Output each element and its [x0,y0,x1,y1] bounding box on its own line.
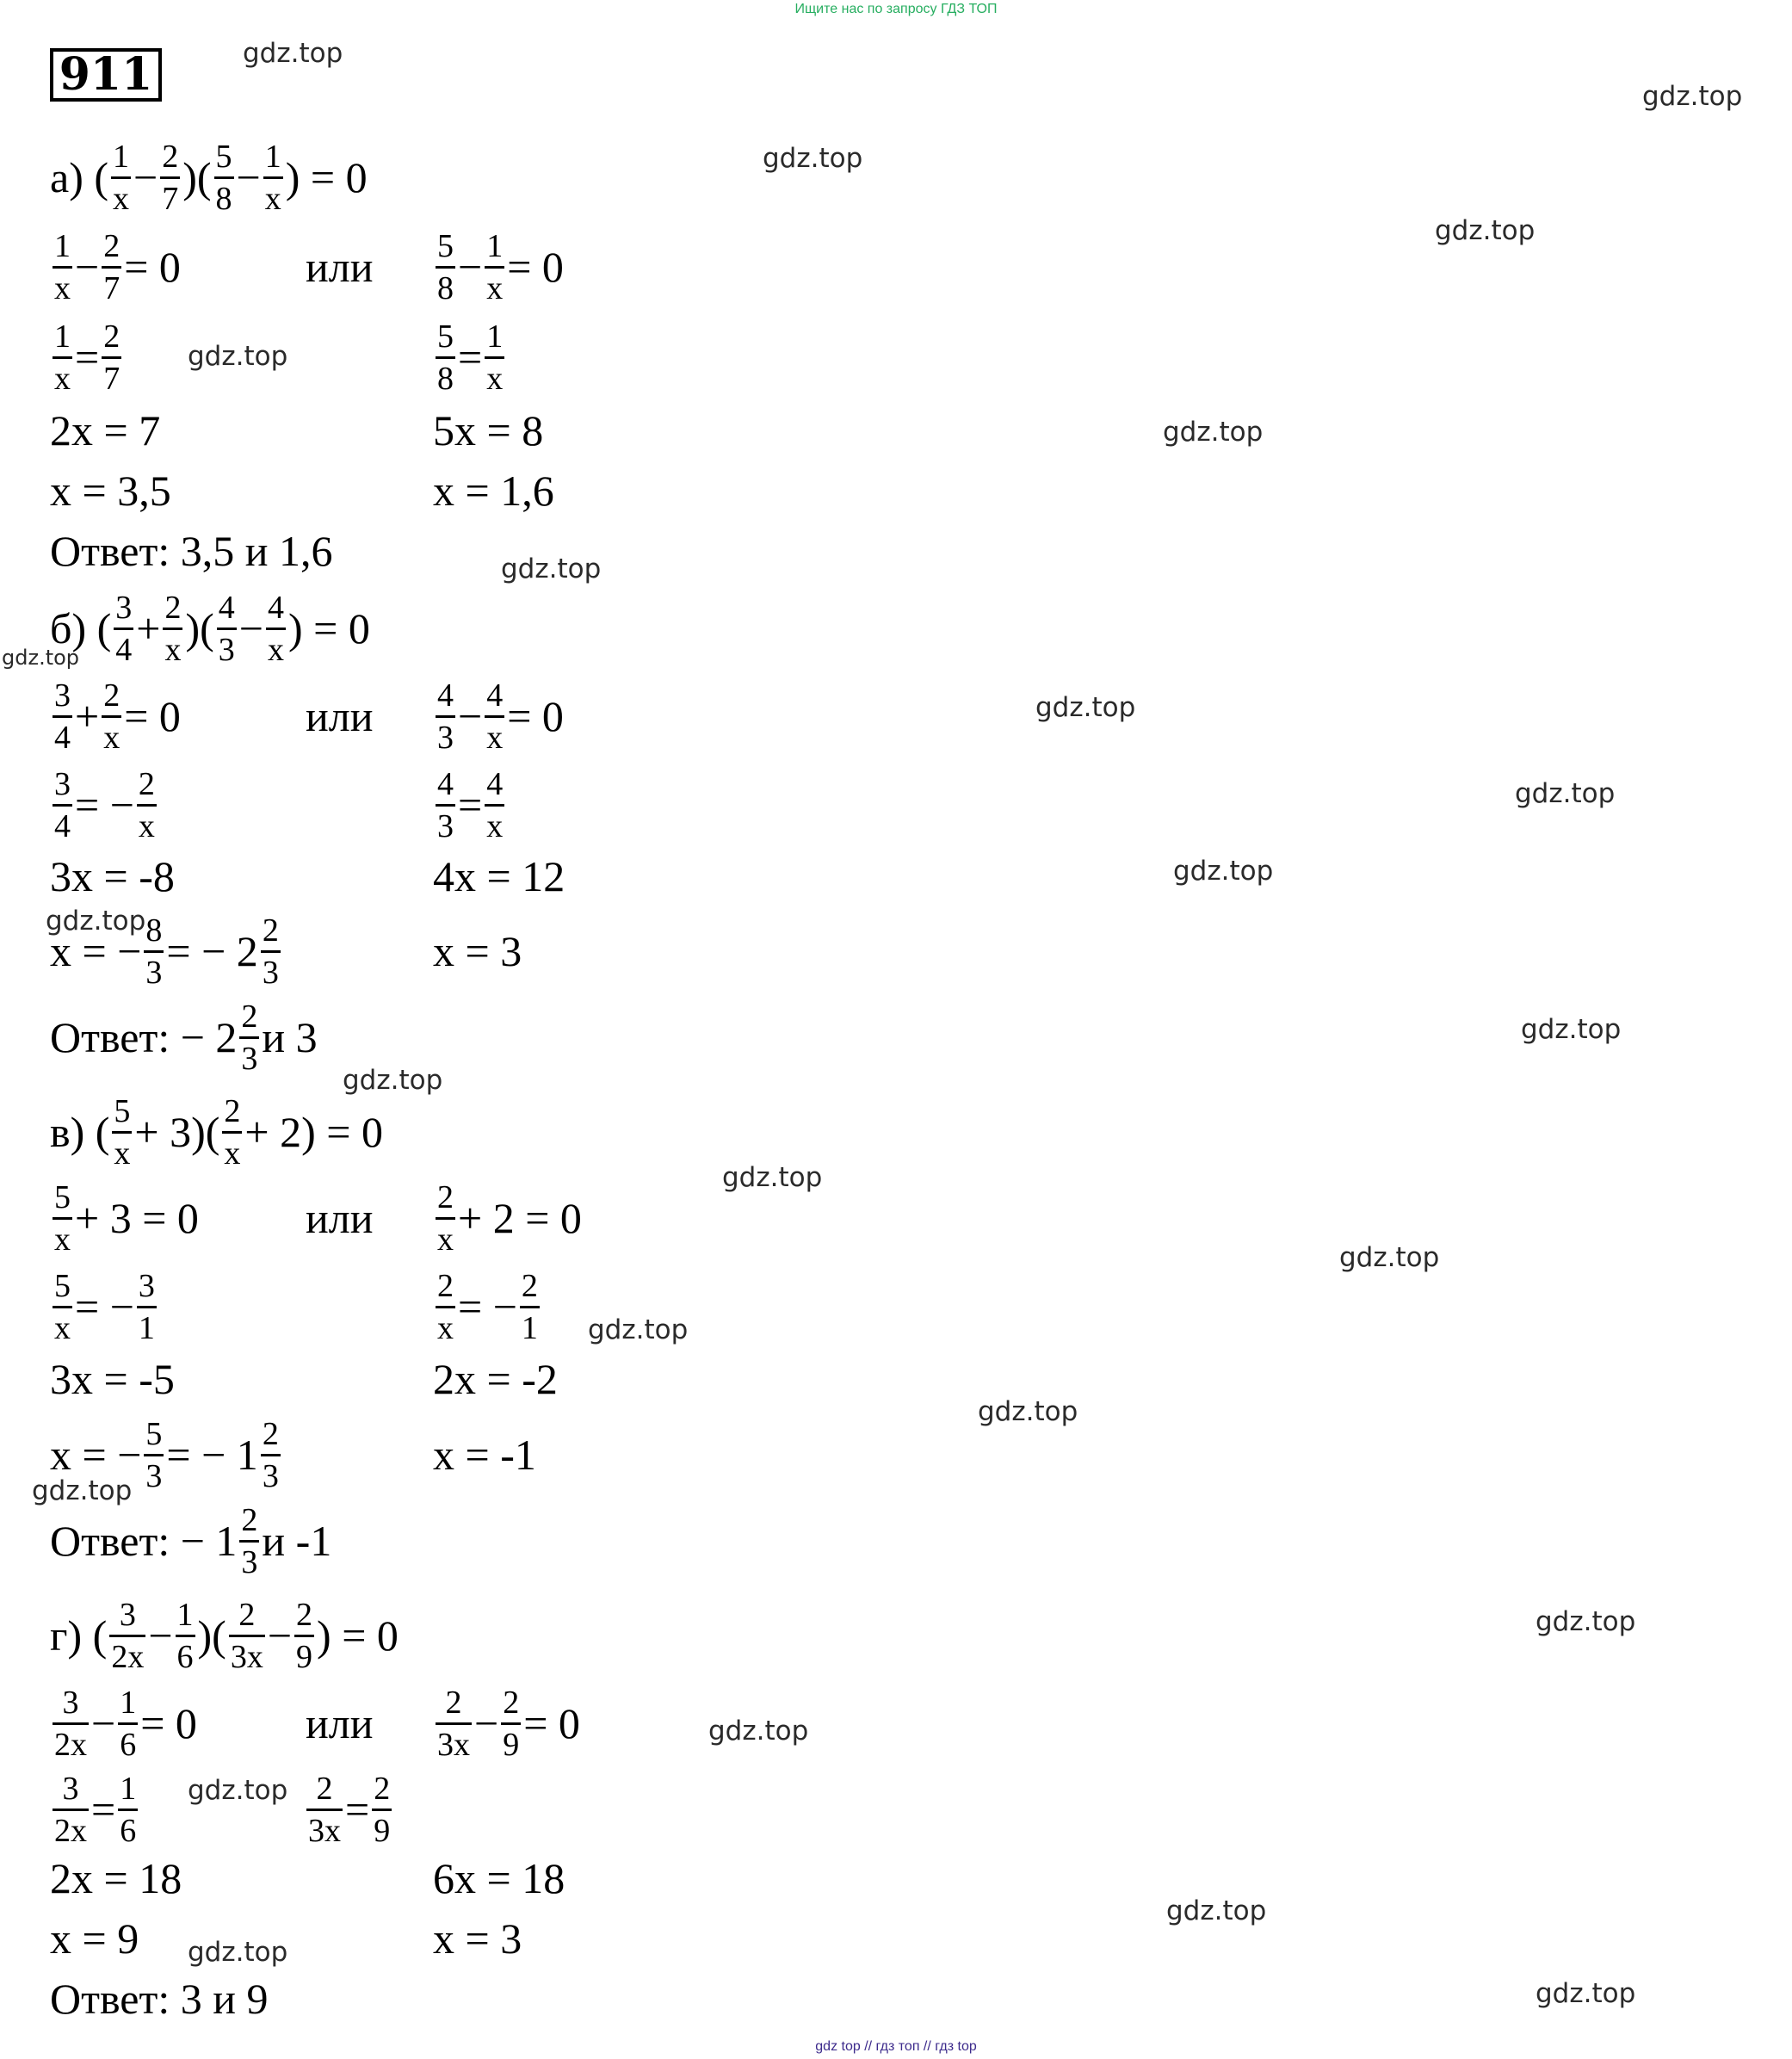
watermark: gdz.top [722,1162,823,1193]
section-c-answer: Ответ: − 1 $\frac{2}{3}$ и -1 [50,1501,332,1580]
section-c-right-step3: 2x = -2 [433,1355,558,1403]
section-c-right-step4: x = -1 [433,1431,536,1479]
watermark: gdz.top [1173,856,1274,887]
watermark: gdz.top [1166,1895,1267,1926]
section-b-right-step1: $\frac{4}{3}$ − $\frac{4}{x}$ = 0 [437,677,564,756]
section-b-left-step1: $\frac{3}{4}$ + $\frac{2}{x}$ = 0 [54,677,181,756]
section-d-right-step4: x = 3 [433,1914,522,1963]
watermark: gdz.top [343,1065,443,1096]
watermark: gdz.top [32,1475,133,1506]
section-a-left-step3: 2x = 7 [50,406,161,454]
footer-links[interactable]: gdz top // гдз топ // гдз top [815,2039,977,2054]
watermark: gdz.top [188,341,288,372]
fraction: $\frac{1}{x}$ [264,138,281,217]
watermark: gdz.top [588,1314,689,1345]
section-d-left-step3: 2x = 18 [50,1854,182,1902]
section-b-left-step2: $\frac{3}{4}$ = − $\frac{2}{x}$ [54,765,155,844]
section-d-right-step2: $\frac{2}{3x}$ = $\frac{2}{9}$ [308,1770,391,1849]
section-d-right-step1: $\frac{2}{3x}$ − $\frac{2}{9}$ = 0 [437,1684,580,1763]
watermark: gdz.top [1035,692,1136,723]
section-c-right-step2: $\frac{2}{x}$ = − $\frac{2}{1}$ [437,1267,538,1346]
section-d-left-step2: $\frac{3}{2x}$ = $\frac{1}{6}$ [54,1770,137,1849]
section-d-answer: Ответ: 3 и 9 [50,1975,269,2023]
watermark: gdz.top [188,1775,288,1806]
watermark: gdz.top [1536,1606,1636,1637]
watermark: gdz.top [1642,81,1743,112]
section-c-left-step1: $\frac{5}{x}$ + 3 = 0 [54,1178,199,1258]
section-a-left-step1: $\frac{1}{x}$ − $\frac{2}{7}$ = 0 [54,227,181,306]
watermark: gdz.top [46,906,146,937]
section-d-right-step3: 6x = 18 [433,1854,565,1902]
watermark: gdz.top [1515,778,1616,809]
section-a-or: или [306,243,374,291]
fraction: $\frac{2}{7}$ [162,138,179,217]
section-a-left-step4: x = 3,5 [50,467,171,515]
watermark: gdz.top [1521,1014,1622,1045]
watermark: gdz.top [501,553,602,584]
section-b-right-step3: 4x = 12 [433,852,565,900]
section-c-left-step3: 3x = -5 [50,1355,175,1403]
watermark: gdz.top [2,646,80,670]
section-c-right-step1: $\frac{2}{x}$ + 2 = 0 [437,1178,582,1258]
section-a-equation: а) ( $\frac{1}{x}$ − $\frac{2}{7}$ )( $\frac{5}{8}$ − $\frac{1}{x}$ ) = 0 [50,138,368,217]
section-b-right-step2: $\frac{4}{3}$ = $\frac{4}{x}$ [437,765,504,844]
section-c-or: или [306,1194,374,1242]
section-a-right-step2: $\frac{5}{8}$ = $\frac{1}{x}$ [437,318,504,397]
section-b-left-step3: 3x = -8 [50,852,175,900]
watermark: gdz.top [978,1396,1078,1427]
watermark: gdz.top [1163,417,1264,448]
section-a-answer: Ответ: 3,5 и 1,6 [50,527,333,575]
section-b-or: или [306,692,374,740]
section-a-right-step1: $\frac{5}{8}$ − $\frac{1}{x}$ = 0 [437,227,564,306]
fraction: $\frac{5}{8}$ [215,138,232,217]
watermark: gdz.top [243,38,343,69]
section-d-or: или [306,1699,374,1747]
section-b-equation: б) ( $\frac{3}{4}$ + $\frac{2}{x}$ )( $\frac{4}{3}$ − $\frac{4}{x}$ ) = 0 [50,589,370,668]
section-a-left-step2: $\frac{1}{x}$ = $\frac{2}{7}$ [54,318,120,397]
section-c-equation: в) ( $\frac{5}{x}$ + 3)( $\frac{2}{x}$ + 2) = 0 [50,1092,383,1172]
section-d-left-step1: $\frac{3}{2x}$ − $\frac{1}{6}$ = 0 [54,1684,197,1763]
section-b-answer: Ответ: − 2 $\frac{2}{3}$ и 3 [50,998,318,1077]
fraction: $\frac{1}{x}$ [113,138,129,217]
section-d-equation: г) ( $\frac{3}{2x}$ − $\frac{1}{6}$ )( $\frac{2}{3x}$ − $\frac{2}{9}$ ) = 0 [50,1596,399,1675]
watermark: gdz.top [708,1716,809,1747]
section-a-right-step3: 5x = 8 [433,406,544,454]
section-d-left-step4: x = 9 [50,1914,139,1963]
watermark: gdz.top [763,143,863,174]
promo-banner[interactable]: Ищите нас по запросу ГДЗ ТОП [794,2,998,16]
watermark: gdz.top [188,1937,288,1968]
watermark: gdz.top [1536,1978,1636,2009]
section-b-right-step4: x = 3 [433,927,522,975]
watermark: gdz.top [1339,1242,1440,1273]
section-b-left-step4: x = − $\frac{8}{3}$ = − 2 $\frac{2}{3}$ [50,912,279,991]
section-c-left-step4: x = − $\frac{5}{3}$ = − 1 $\frac{2}{3}$ [50,1415,279,1494]
watermark: gdz.top [1435,215,1536,246]
problem-number: 911 [50,48,162,102]
section-a-right-step4: x = 1,6 [433,467,554,515]
section-c-left-step2: $\frac{5}{x}$ = − $\frac{3}{1}$ [54,1267,155,1346]
